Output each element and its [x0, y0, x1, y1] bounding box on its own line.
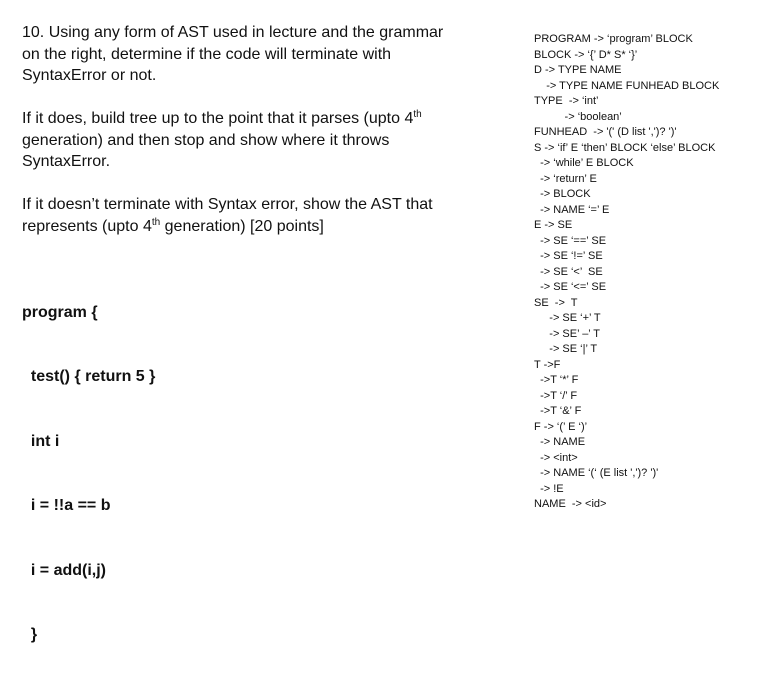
grammar-rule: -> SE ‘!=’ SE: [534, 250, 603, 262]
question-line-text: If it does, build tree up to the point that it parses (upto 4: [22, 110, 414, 127]
question-line: generation) and then stop and show where it throws: [22, 131, 390, 149]
grammar-rule: -> ‘while’ E BLOCK: [534, 157, 634, 169]
question-paragraph-2: [22, 108, 492, 173]
grammar-rule: -> SE ‘<’ SE: [534, 265, 603, 278]
code-line: i = !!a == b: [22, 497, 111, 514]
grammar-rules: [534, 32, 774, 513]
question-line: If it doesn’t terminate with Syntax error, show the AST that: [22, 196, 433, 213]
grammar-rule: NAME -> <id>: [534, 498, 607, 510]
code-line: test() { return 5 }: [22, 368, 156, 385]
superscript: th: [413, 109, 422, 120]
code-line: i = add(i,j): [22, 561, 107, 579]
grammar-rule: D -> TYPE NAME: [534, 64, 622, 76]
question-paragraph-1: [22, 22, 492, 87]
grammar-rule: -> ‘boolean’: [534, 110, 622, 123]
question-line: [22, 108, 492, 130]
question-paragraph-3: [22, 194, 492, 237]
grammar-rule: ->T ‘/’ F: [534, 389, 578, 402]
grammar-rule: -> SE ‘+’ T: [534, 312, 601, 324]
question-text: [22, 22, 492, 689]
grammar-rule: -> TYPE NAME FUNHEAD BLOCK: [534, 79, 720, 92]
grammar-rule: -> !E: [534, 482, 564, 495]
grammar-rule: T ->F: [534, 358, 561, 371]
question-line: 10. Using any form of AST used in lecture and the grammar: [22, 24, 444, 41]
code-block: [22, 259, 492, 689]
grammar-rule: PROGRAM -> ‘program’ BLOCK: [534, 33, 693, 45]
grammar-rule: -> SE ‘==’ SE: [534, 234, 607, 247]
grammar-rule: -> SE ‘<=’ SE: [534, 281, 607, 293]
code-line: }: [22, 626, 38, 643]
grammar-rule: S -> ‘if’ E ‘then’ BLOCK ‘else’ BLOCK: [534, 141, 716, 154]
grammar-rule: -> <int>: [534, 451, 578, 464]
grammar-rule: -> NAME ‘=’ E: [534, 203, 610, 216]
grammar-rule: -> ‘return’ E: [534, 172, 597, 185]
grammar-rule: ->T ‘&’ F: [534, 405, 582, 417]
grammar-rule: SE -> T: [534, 296, 578, 309]
question-line-text: generation) [20 points]: [160, 217, 324, 235]
question-line: SyntaxError.: [22, 153, 111, 170]
grammar-rule: E -> SE: [534, 219, 573, 231]
grammar-rule: -> NAME: [534, 436, 586, 448]
grammar-rule: -> BLOCK: [534, 188, 591, 200]
question-line: on the right, determine if the code will terminate with: [22, 45, 392, 63]
question-line-text: represents (upto 4: [22, 217, 152, 235]
question-line: SyntaxError or not.: [22, 67, 157, 84]
question-line: [22, 216, 492, 238]
superscript: th: [151, 216, 161, 228]
grammar-rule: -> SE ‘|’ T: [534, 343, 598, 355]
grammar-rule: -> NAME ‘(‘ (E list ',')? ')': [534, 467, 659, 479]
grammar-rule: BLOCK -> ‘{’ D* S* ‘}’: [534, 48, 638, 61]
grammar-rule: FUNHEAD -> '(' (D list ',')? ')': [534, 126, 677, 138]
grammar-rule: ->T ‘*’ F: [534, 374, 579, 386]
grammar-rule: -> SE’ –’ T: [534, 327, 600, 340]
code-line: program {: [22, 303, 98, 321]
grammar-rule: F -> ‘(’ E ‘)’: [534, 420, 588, 433]
grammar-rule: TYPE -> ‘int’: [534, 95, 599, 107]
code-line: int i: [22, 432, 60, 450]
